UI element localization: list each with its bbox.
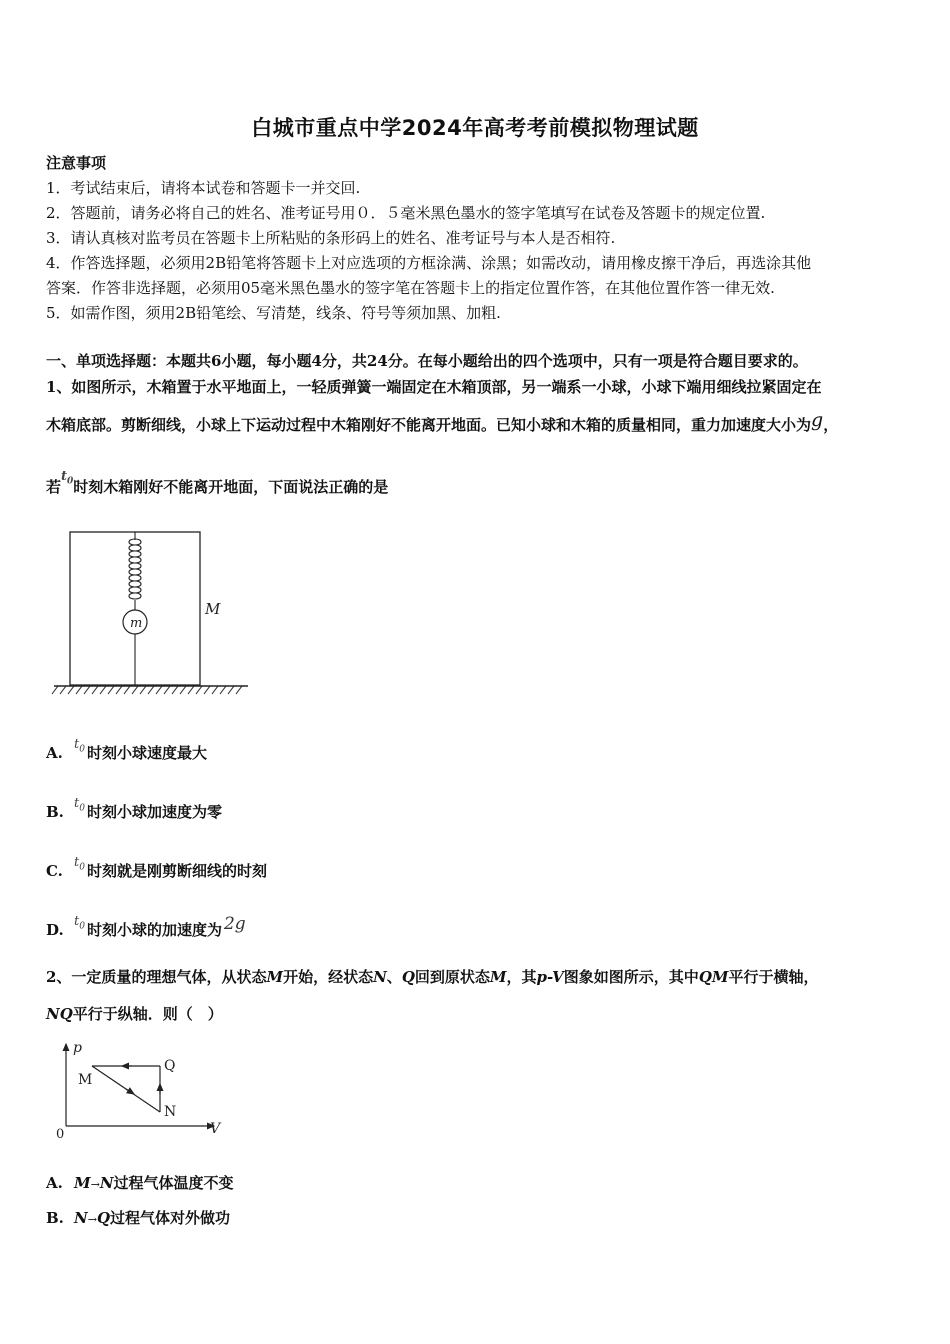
q1-line-3-pre: 若 bbox=[46, 478, 62, 496]
notice-item-4: 4．作答选择题，必须用2B铅笔将答题卡上对应选项的方框涂满、涂黑；如需改动，请用橡皮擦干净后，再选涂其他 bbox=[46, 254, 812, 272]
t0-symbol: $t_0$ bbox=[74, 796, 85, 814]
q1-option-a[interactable]: A. $t_0$ 时刻小球速度最大 bbox=[46, 737, 207, 762]
q1-comma: ， bbox=[823, 416, 839, 434]
t0-symbol: $t_0$ bbox=[74, 914, 85, 932]
q2-line-2: NQ平行于纵轴．则（ ） bbox=[46, 1005, 223, 1023]
notice-item-4-cont: 答案．作答非选择题，必须用05毫米黑色墨水的签字笔在答题卡上的指定位置作答，在其他位置作答一律无效. bbox=[46, 279, 775, 297]
arrow-mn bbox=[126, 1089, 134, 1094]
q1-option-d[interactable]: D. $t_0$ 时刻小球的加速度为 2g bbox=[46, 914, 246, 939]
ground-hatch bbox=[52, 686, 242, 694]
q1-t0-symbol: $t_0$ bbox=[61, 469, 74, 487]
t0-symbol: $t_0$ bbox=[74, 855, 85, 873]
box-mass-label: M bbox=[205, 600, 221, 618]
state-n-label: N bbox=[164, 1104, 177, 1120]
q1-line-1: 1、如图所示，木箱置于水平地面上，一轻质弹簧一端固定在木箱顶部，另一端系一小球，小球下端用细线拉紧固定在 bbox=[46, 378, 822, 396]
state-q-label: Q bbox=[164, 1058, 176, 1074]
state-m-label: M bbox=[78, 1072, 93, 1088]
notice-item-5: 5．如需作图，须用2B铅笔绘、写清楚，线条、符号等须加黑、加粗. bbox=[46, 304, 501, 322]
origin-label: 0 bbox=[56, 1127, 65, 1142]
q2-option-a[interactable]: A. M→N过程气体温度不变 bbox=[46, 1174, 234, 1192]
ball-label: m bbox=[130, 616, 143, 631]
spring bbox=[129, 532, 141, 610]
q2-line-1: 2、一定质量的理想气体，从状态M开始，经状态N、Q回到原状态M，其p-V图象如图所示，其中QM平行于横轴， bbox=[46, 968, 819, 986]
q1-option-b[interactable]: B. $t_0$ 时刻小球加速度为零 bbox=[46, 796, 222, 821]
q2-option-b[interactable]: B. N→Q过程气体对外做功 bbox=[46, 1209, 231, 1227]
t0-symbol: $t_0$ bbox=[74, 737, 85, 755]
q2-pv-figure bbox=[52, 1038, 232, 1144]
q1-option-c[interactable]: C. $t_0$ 时刻就是刚剪断细线的时刻 bbox=[46, 855, 267, 880]
p-axis-label: p bbox=[73, 1040, 82, 1056]
notice-item-3: 3．请认真核对监考员在答题卡上所粘贴的条形码上的姓名、准考证号与本人是否相符. bbox=[46, 229, 616, 247]
notice-item-2: 2．答题前，请务必将自己的姓名、准考证号用０．５毫米黑色墨水的签字笔填写在试卷及答题卡的规定位置. bbox=[46, 204, 766, 222]
q1-line-3 bbox=[46, 469, 389, 499]
q1-line-2 bbox=[46, 409, 839, 435]
q1-d-value: 2g bbox=[223, 914, 246, 934]
notice-item-1: 1．考试结束后，请将本试卷和答题卡一并交回. bbox=[46, 179, 361, 197]
section-heading: 一、单项选择题：本题共6小题，每小题4分，共24分。在每小题给出的四个选项中，只有一项是符合题目要求的。 bbox=[46, 352, 808, 370]
v-axis-label: V bbox=[210, 1121, 221, 1137]
q1-figure bbox=[48, 528, 258, 704]
notice-heading: 注意事项 bbox=[46, 154, 107, 172]
page-title: 白城市重点中学2024年高考考前模拟物理试题 bbox=[251, 116, 699, 140]
q1-g-symbol: g bbox=[811, 409, 824, 431]
q1-line-3-post: 时刻木箱刚好不能离开地面，下面说法正确的是 bbox=[73, 478, 389, 496]
q1-line-2-text: 木箱底部。剪断细线，小球上下运动过程中木箱刚好不能离开地面。已知小球和木箱的质量相同，重力加速度大小为 bbox=[46, 416, 812, 434]
